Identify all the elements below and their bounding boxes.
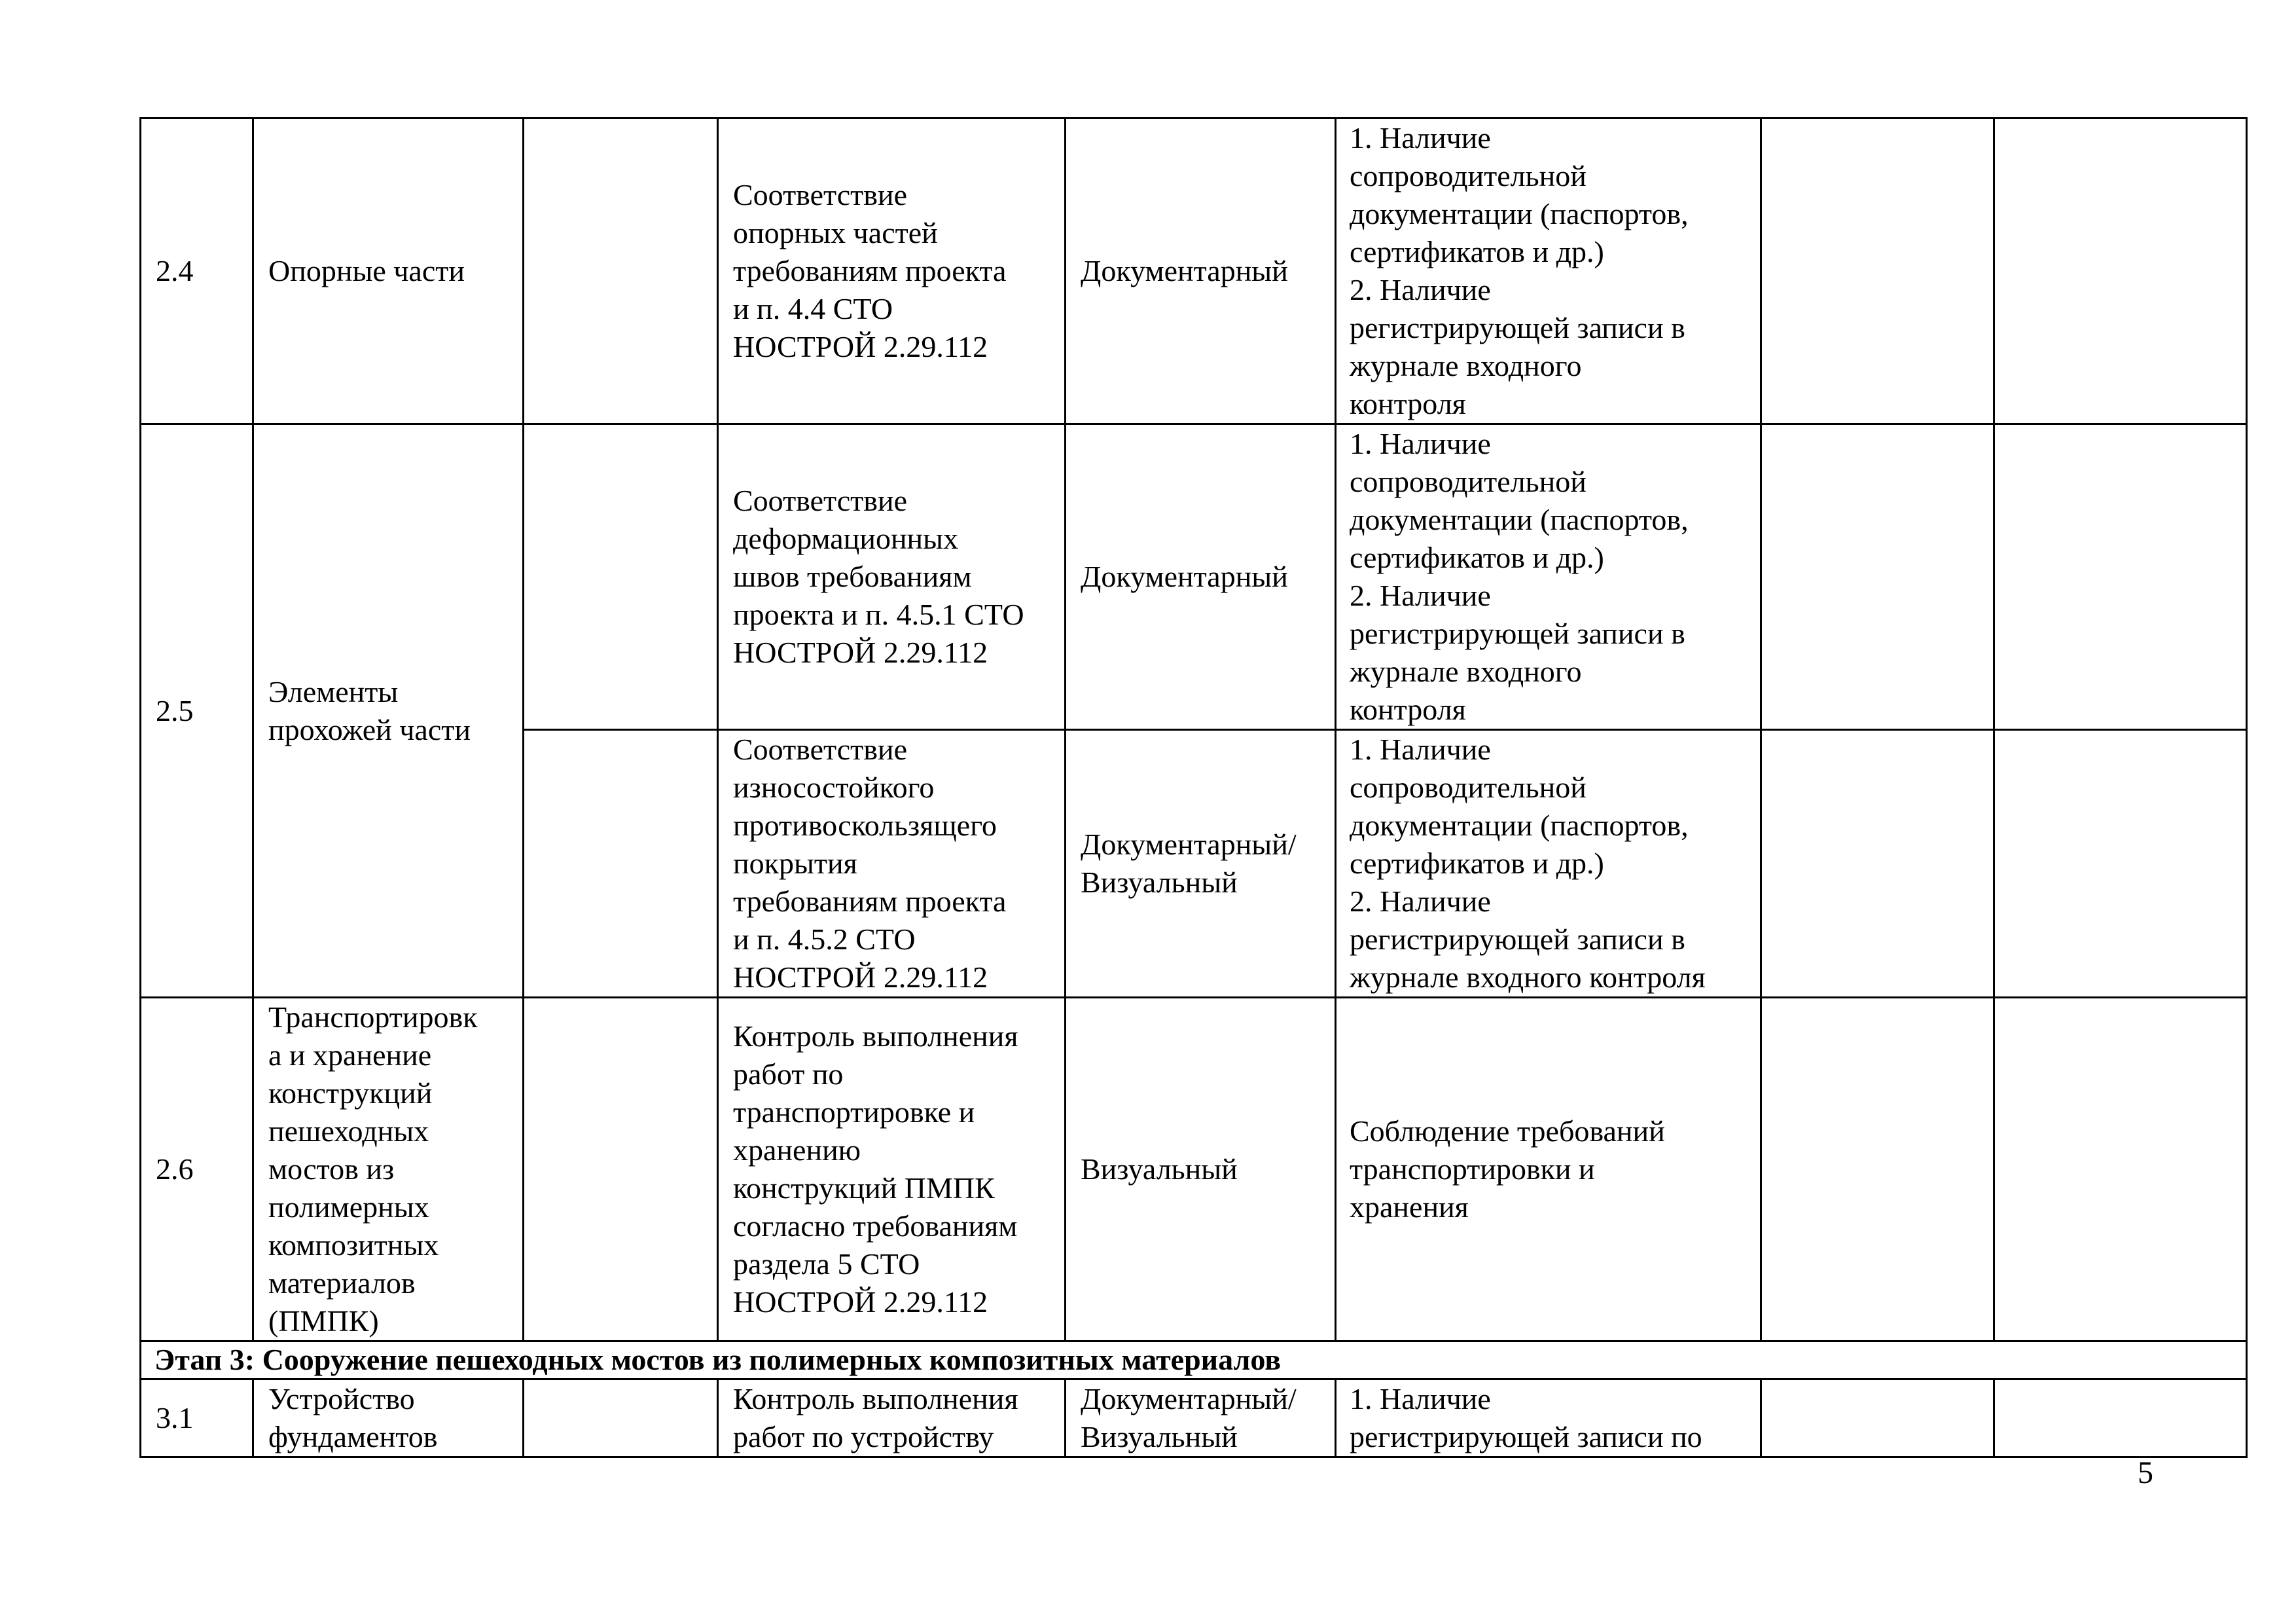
empty-cell <box>1761 424 1994 730</box>
empty-cell <box>1994 730 2247 998</box>
empty-cell <box>524 119 718 424</box>
control-subject: Соответствие износостойкого противоскользящего покрытия требованиям проекта и п. 4.5.2 СТО НОСТРОЙ 2.29.112 <box>718 730 1066 998</box>
control-result: 1. Наличие сопроводительной документации (паспортов, сертификатов и др.) 2. Наличие регистрирующей записи в журнале входного контроля <box>1336 119 1761 424</box>
empty-cell <box>524 424 718 730</box>
row-number: 2.4 <box>141 119 253 424</box>
structure-element: Транспортировк а и хранение конструкций пешеходных мостов из полимерных композитных материалов (ПМПК) <box>253 998 524 1341</box>
control-method: Документарный <box>1066 119 1336 424</box>
table-row <box>141 424 2247 730</box>
structure-element: Элементы прохожей части <box>253 424 524 998</box>
control-method: Документарный/ Визуальный <box>1066 1379 1336 1457</box>
control-method: Визуальный <box>1066 998 1336 1341</box>
empty-cell <box>524 1379 718 1457</box>
empty-cell <box>1761 730 1994 998</box>
empty-cell <box>524 998 718 1341</box>
empty-cell <box>524 730 718 998</box>
table-row <box>141 1379 2247 1457</box>
inspection-table <box>139 117 2248 1458</box>
control-subject: Контроль выполнения работ по транспортировке и хранению конструкций ПМПК согласно требованиям раздела 5 СТО НОСТРОЙ 2.29.112 <box>718 998 1066 1341</box>
table-row <box>141 998 2247 1341</box>
empty-cell <box>1761 1379 1994 1457</box>
empty-cell <box>1994 1379 2247 1457</box>
control-method: Документарный/ Визуальный <box>1066 730 1336 998</box>
structure-element: Устройство фундаментов <box>253 1379 524 1457</box>
row-number: 3.1 <box>141 1379 253 1457</box>
empty-cell <box>1994 998 2247 1341</box>
control-result: 1. Наличие регистрирующей записи по <box>1336 1379 1761 1457</box>
control-result: Соблюдение требований транспортировки и хранения <box>1336 998 1761 1341</box>
stage-header-row <box>141 1341 2247 1379</box>
empty-cell <box>1761 998 1994 1341</box>
structure-element: Опорные части <box>253 119 524 424</box>
stage-title: Этап 3: Сооружение пешеходных мостов из полимерных композитных материалов <box>141 1341 2247 1379</box>
row-number: 2.5 <box>141 424 253 998</box>
page-number: 5 <box>2138 1455 2153 1490</box>
control-method: Документарный <box>1066 424 1336 730</box>
control-subject: Соответствие деформационных швов требованиям проекта и п. 4.5.1 СТО НОСТРОЙ 2.29.112 <box>718 424 1066 730</box>
row-number: 2.6 <box>141 998 253 1341</box>
empty-cell <box>1761 119 1994 424</box>
empty-cell <box>1994 119 2247 424</box>
control-result: 1. Наличие сопроводительной документации (паспортов, сертификатов и др.) 2. Наличие регистрирующей записи в журнале входного контроля <box>1336 424 1761 730</box>
control-result: 1. Наличие сопроводительной документации (паспортов, сертификатов и др.) 2. Наличие регистрирующей записи в журнале входного контроля <box>1336 730 1761 998</box>
empty-cell <box>1994 424 2247 730</box>
table-row <box>141 119 2247 424</box>
control-subject: Контроль выполнения работ по устройству <box>718 1379 1066 1457</box>
control-subject: Соответствие опорных частей требованиям проекта и п. 4.4 СТО НОСТРОЙ 2.29.112 <box>718 119 1066 424</box>
